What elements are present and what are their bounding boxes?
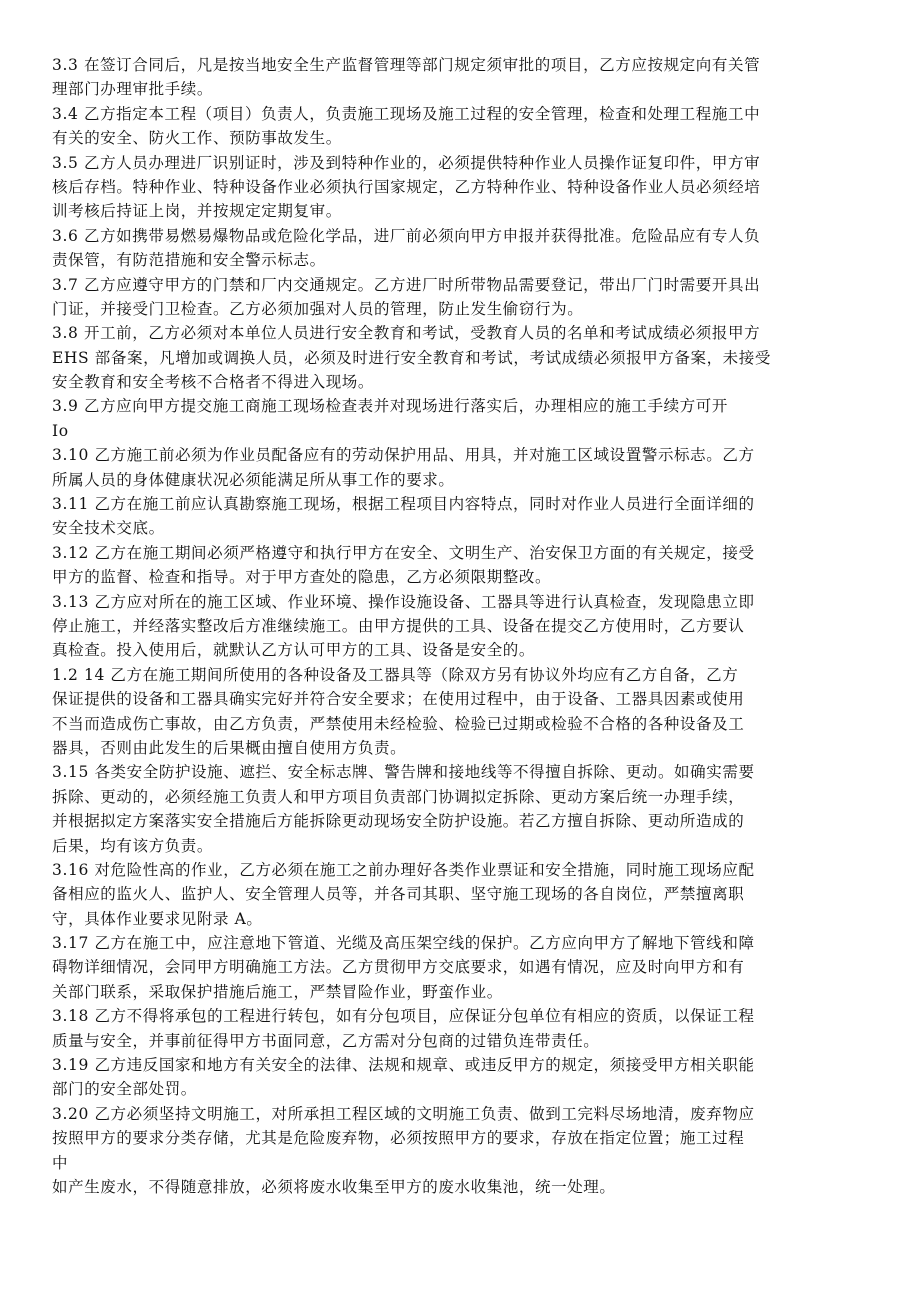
text-line: 责保管，有防范措施和安全警示标志。	[52, 251, 326, 270]
document-page	[52, 53, 867, 1199]
text-line: 3.3 在签订合同后，凡是按当地安全生产监督管理等部门规定须审批的项目，乙方应按规定向有关管	[52, 56, 761, 74]
text-line: EHS 部备案，凡增加或调换人员，必须及时进行安全教育和考试，考试成绩必须报甲方备案，未接受	[52, 348, 771, 367]
text-line: 3.8 开工前，乙方必须对本单位人员进行安全教育和考试，受教育人员的名单和考试成绩必须报甲方	[52, 324, 761, 343]
text-line: 甲方的监督、检查和指导。对于甲方查处的隐患，乙方必须限期整改。	[52, 568, 552, 587]
text-line: 3.6 乙方如携带易燃易爆物品或危险化学品，进厂前必须向甲方申报并获得批准。危险品应有专人负	[52, 226, 761, 245]
text-line: 备相应的监火人、监护人、安全管理人员等，并各司其职、坚守施工现场的各自岗位，严禁擅离职	[52, 885, 745, 904]
text-line: 核后存档。特种作业、特种设备作业必须执行国家规定，乙方特种作业、特种设备作业人员必须经培	[52, 177, 761, 196]
text-line: 3.4 乙方指定本工程（项目）负责人，负责施工现场及施工过程的安全管理，检查和处理工程施工中	[52, 104, 761, 123]
text-line: 守，具体作业要求见附录 A。	[52, 909, 263, 928]
text-line: 3.5 乙方人员办理进厂识别证时，涉及到特种作业的，必须提供特种作业人员操作证复印件，甲方审	[52, 153, 761, 172]
text-line: 并根据拟定方案落实安全措施后方能拆除更动现场安全防护设施。若乙方擅自拆除、更动所造成的	[52, 812, 745, 831]
text-line: 3.19 乙方违反国家和地方有关安全的法律、法规和规章、或违反甲方的规定，须接受甲方相关职能	[52, 1056, 755, 1075]
text-line: 所属人员的身体健康状况必须能满足所从事工作的要求。	[52, 470, 455, 489]
text-line: 1.2 14 乙方在施工期间所使用的各种设备及工器具等（除双方另有协议外均应有乙方自备，乙方	[52, 665, 739, 684]
text-line: 有关的安全、防火工作、预防事故发生。	[52, 129, 342, 148]
text-line: 理部门办理审批手续。	[52, 80, 214, 99]
text-line: 不当而造成伤亡事故，由乙方负责，严禁使用未经检验、检验已过期或检验不合格的各种设备及工	[52, 714, 745, 733]
text-line: 碍物详细情况，会同甲方明确施工方法。乙方贯彻甲方交底要求，如遇有情况，应及时向甲方和有	[52, 958, 745, 977]
text-line: 质量与安全，并事前征得甲方书面同意，乙方需对分包商的过错负连带责任。	[52, 1031, 600, 1050]
text-line: 中	[52, 1153, 69, 1172]
text-line: 拆除、更动的，必须经施工负责人和甲方项目负责部门协调拟定拆除、更动方案后统一办理手续，	[52, 787, 745, 806]
text-line: 器具，否则由此发生的后果概由擅自使用方负责。	[52, 738, 407, 757]
text-line: 3.13 乙方应对所在的施工区域、作业环境、操作设施设备、工器具等进行认真检查，发现隐患立即	[52, 592, 755, 611]
text-line: 真检查。投入使用后，就默认乙方认可甲方的工具、设备是安全的。	[52, 641, 536, 660]
text-line: 3.20 乙方必须坚持文明施工，对所承担工程区域的文明施工负责、做到工完料尽场地清，废弃物应	[52, 1104, 755, 1123]
text-line: 后果，均有该方负责。	[52, 836, 214, 855]
text-line: 关部门联系，采取保护措施后施工，严禁冒险作业，野蛮作业。	[52, 982, 503, 1001]
text-line: 3.10 乙方施工前必须为作业员配备应有的劳动保护用品、用具，并对施工区域设置警示标志。乙方	[52, 446, 755, 465]
text-line: 3.16 对危险性高的作业，乙方必须在施工之前办理好各类作业票证和安全措施，同时施工现场应配	[52, 860, 755, 879]
text-line: 3.18 乙方不得将承包的工程进行转包，如有分包项目，应保证分包单位有相应的资质，以保证工程	[52, 1007, 755, 1026]
text-line: 安全教育和安全考核不合格者不得进入现场。	[52, 373, 375, 392]
text-line: 训考核后持证上岗，并按规定定期复审。	[52, 202, 342, 221]
text-line: 门证，并接受门卫检查。乙方必须加强对人员的管理，防止发生偷窃行为。	[52, 299, 584, 318]
text-line: 3.17 乙方在施工中，应注意地下管道、光缆及高压架空线的保护。乙方应向甲方了解地下管线和障	[52, 934, 755, 953]
text-line: 停止施工，并经落实整改后方准继续施工。由甲方提供的工具、设备在提交乙方使用时，乙方要认	[52, 616, 745, 635]
text-line: 保证提供的设备和工器具确实完好并符合安全要求；在使用过程中，由于设备、工器具因素或使用	[52, 690, 745, 709]
text-line: 按照甲方的要求分类存储，尤其是危险废弃物，必须按照甲方的要求，存放在指定位置；施工过程	[52, 1129, 745, 1148]
text-line: 安全技术交底。	[52, 519, 165, 538]
text-line: 部门的安全部处罚。	[52, 1080, 197, 1099]
text-line: Io	[52, 421, 69, 440]
text-line: 3.15 各类安全防护设施、遮拦、安全标志牌、警告牌和接地线等不得擅自拆除、更动。如确实需要	[52, 763, 755, 782]
text-line: 3.12 乙方在施工期间必须严格遵守和执行甲方在安全、文明生产、治安保卫方面的有关规定，接受	[52, 543, 755, 562]
text-line: 3.9 乙方应向甲方提交施工商施工现场检查表并对现场进行落实后，办理相应的施工手续方可开	[52, 397, 728, 416]
text-line: 如产生废水，不得随意排放，必须将废水收集至甲方的废水收集池，统一处理。	[52, 1177, 616, 1196]
text-line: 3.7 乙方应遵守甲方的门禁和厂内交通规定。乙方进厂时所带物品需要登记，带出厂门时需要开具出	[52, 275, 761, 294]
text-line: 3.11 乙方在施工前应认真勘察施工现场，根据工程项目内容特点，同时对作业人员进行全面详细的	[52, 495, 755, 514]
